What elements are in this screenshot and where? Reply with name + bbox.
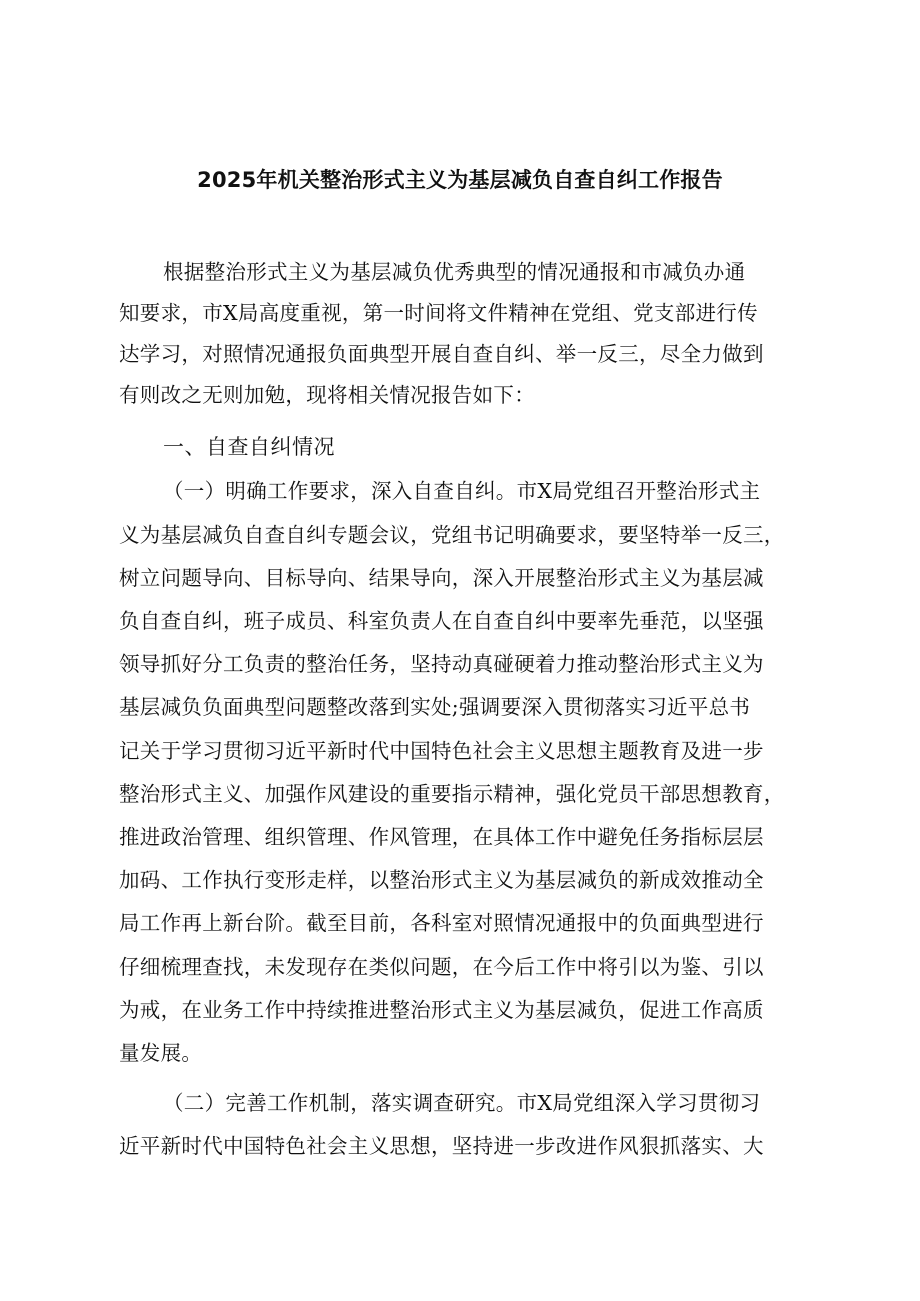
paragraph-line: 树立问题导向、目标导向、结果导向，深入开展整治形式主义为基层减: [119, 566, 764, 590]
paragraph-line: 局工作再上新台阶。截至目前，各科室对照情况通报中的负面典型进行: [119, 911, 764, 935]
paragraph-line: 近平新时代中国特色社会主义思想，坚持进一步改进作风狠抓落实、大: [119, 1134, 764, 1158]
paragraph-line: 基层减负负面典型问题整改落到实处;强调要深入贯彻落实习近平总书: [119, 695, 751, 719]
section-heading: 一、自查自纠情况: [163, 435, 335, 459]
paragraph-line: 负自查自纠，班子成员、科室负责人在自查自纠中要率先垂范，以坚强: [119, 609, 764, 633]
paragraph-line: 领导抓好分工负责的整治任务，坚持动真碰硬着力推动整治形式主义为: [119, 652, 764, 676]
intro-line: 有则改之无则加勉，现将相关情况报告如下：: [119, 383, 535, 407]
paragraph-line: 义为基层减负自查自纠专题会议，党组书记明确要求，要坚特举一反三，: [119, 523, 785, 547]
intro-line: 达学习，对照情况通报负面典型开展自查自纠、举一反三，尽全力做到: [119, 342, 764, 366]
intro-line: 知要求，市X局高度重视，第一时间将文件精神在党组、党支部进行传: [119, 301, 758, 325]
document-title: 2025年机关整治形式主义为基层减负自查自纠工作报告: [197, 168, 723, 192]
paragraph-line: 整治形式主义、加强作风建设的重要指示精神，强化党员干部思想教育，: [119, 782, 785, 806]
paragraph-line: 加码、工作执行变形走样，以整治形式主义为基层减负的新成效推动全: [119, 868, 764, 892]
paragraph-line: （二）完善工作机制，落实调查研究。市X局党组深入学习贯彻习: [163, 1091, 761, 1115]
paragraph-line: 为戒，在业务工作中持续推进整治形式主义为基层减负，促进工作高质: [119, 998, 764, 1022]
paragraph-line: （一）明确工作要求，深入自查自纠。市X局党组召开整治形式主: [163, 479, 761, 503]
paragraph-line: 仔细梳理查找，未发现存在类似问题，在今后工作中将引以为鉴、引以: [119, 955, 764, 979]
intro-line: 根据整治形式主义为基层减负优秀典型的情况通报和市减负办通: [163, 260, 746, 284]
paragraph-line: 记关于学习贯彻习近平新时代中国特色社会主义思想主题教育及进一步: [119, 739, 764, 763]
paragraph-line: 量发展。: [119, 1041, 203, 1065]
paragraph-line: 推进政治管理、组织管理、作风管理，在具体工作中避免任务指标层层: [119, 825, 764, 849]
